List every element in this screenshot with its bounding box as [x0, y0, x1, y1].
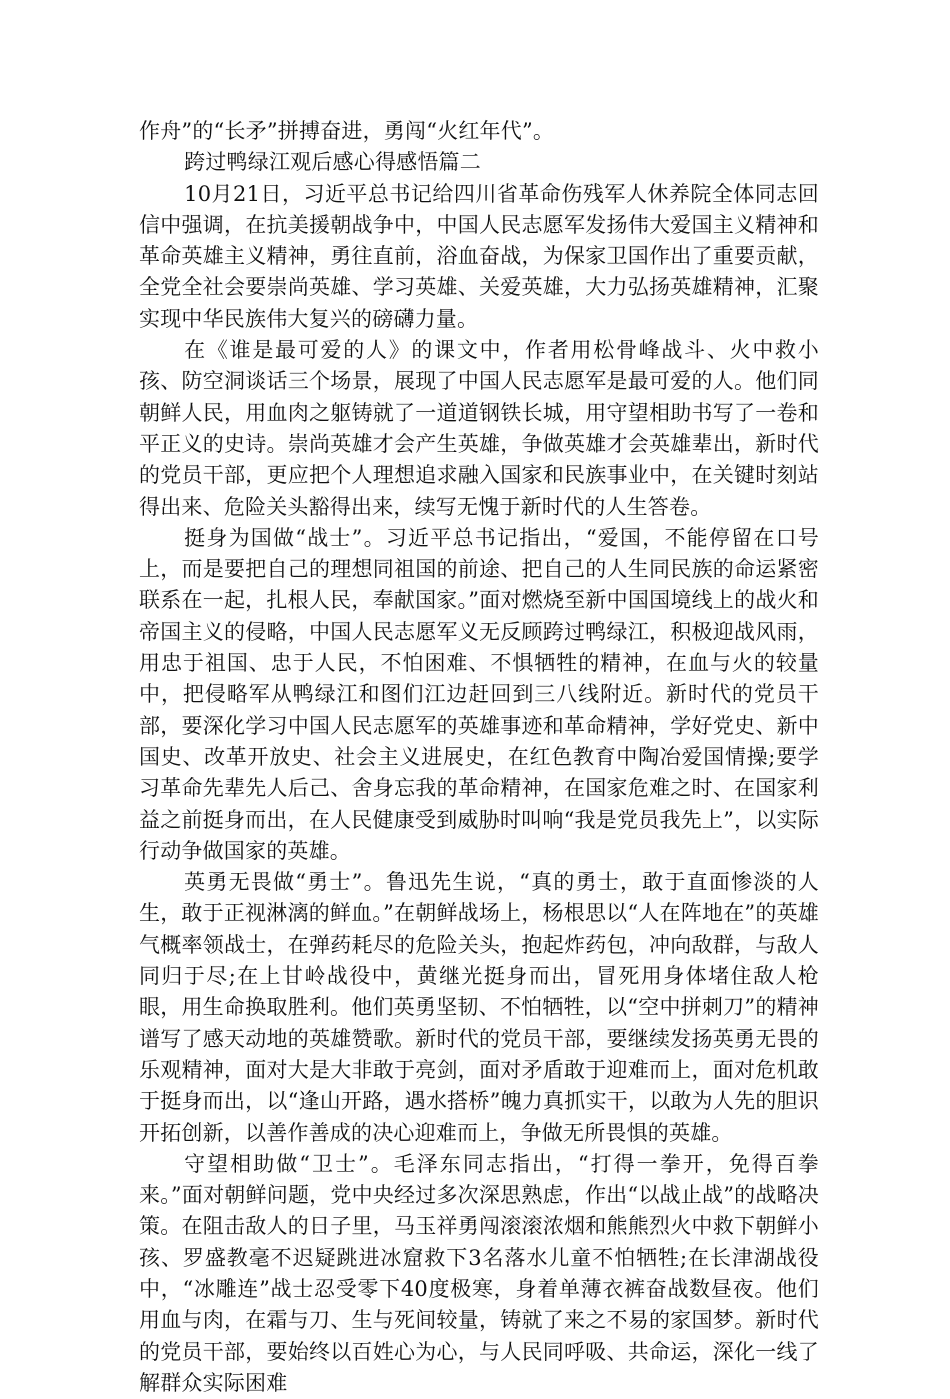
document-body: [139, 116, 819, 1399]
paragraph: 挺身为国做“战士”。习近平总书记指出，“爱国，不能停留在口号上，而是要把自己的理想同祖国的前途、把自己的人生同民族的命运紧密联系在一起，扎根人民，奉献国家。”面对燃烧至新中国国境线上的战火和帝国主义的侵略，中国人民志愿军义无反顾跨过鸭绿江，积极迎战风雨，用忠于祖国、忠于人民，不怕困难、不惧牺牲的精神，在血与火的较量中，把侵略军从鸭绿江和图们江边赶回到三八线附近。新时代的党员干部，要深化学习中国人民志愿军的英雄事迹和革命精神，学好党史、新中国史、改革开放史、社会主义进展史，在红色教育中陶冶爱国情操;要学习革命先辈先人后己、舍身忘我的革命精神，在国家危难之时、在国家利益之前挺身而出，在人民健康受到威胁时叫响“我是党员我先上”，以实际行动争做国家的英雄。: [139, 525, 819, 863]
paragraph-continuation: 作舟”的“长矛”拼搏奋进，勇闯“火红年代”。: [139, 119, 555, 143]
paragraph: 英勇无畏做“勇士”。鲁迅先生说，“真的勇士，敢于直面惨淡的人生，敢于正视淋漓的鲜血。”在朝鲜战场上，杨根思以“人在阵地在”的英雄气概率领战士，在弹药耗尽的危险关头，抱起炸药包，冲向敌群，与敌人同归于尽;在上甘岭战役中，黄继光挺身而出，冒死用身体堵住敌人枪眼，用生命换取胜利。他们英勇坚韧、不怕牺牲，以“空中拼刺刀”的精神谱写了感天动地的英雄赞歌。新时代的党员干部，要继续发扬英勇无畏的乐观精神，面对大是大非敢于亮剑，面对矛盾敢于迎难而上，面对危机敢于挺身而出，以“逢山开路，遇水搭桥”魄力真抓实干，以敢为人先的胆识开拓创新，以善作善成的决心迎难而上，争做无所畏惧的英雄。: [139, 870, 819, 1145]
section-heading: 跨过鸭绿江观后感心得感悟篇二: [184, 150, 481, 175]
paragraph: 在《谁是最可爱的人》的课文中，作者用松骨峰战斗、火中救小孩、防空洞谈话三个场景，展现了中国人民志愿军是最可爱的人。他们同朝鲜人民，用血肉之躯铸就了一道道钢铁长城，用守望相助书写了一卷和平正义的史诗。崇尚英雄才会产生英雄，争做英雄才会英雄辈出，新时代的党员干部，更应把个人理想追求融入国家和民族事业中，在关键时刻站得出来、危险关头豁得出来，续写无愧于新时代的人生答卷。: [139, 338, 819, 519]
paragraph: 10月21日，习近平总书记给四川省革命伤残军人休养院全体同志回信中强调，在抗美援朝战争中，中国人民志愿军发扬伟大爱国主义精神和革命英雄主义精神，勇往直前，浴血奋战，为保家卫国作出了重要贡献，全党全社会要崇尚英雄、学习英雄、关爱英雄，大力弘扬英雄精神，汇聚实现中华民族伟大复兴的磅礴力量。: [139, 181, 819, 331]
paragraph: 守望相助做“卫士”。毛泽东同志指出，“打得一拳开，免得百拳来。”面对朝鲜问题，党中央经过多次深思熟虑，作出“以战止战”的战略决策。在阻击敌人的日子里，马玉祥勇闯滚滚浓烟和熊熊烈火中救下朝鲜小孩、罗盛教毫不迟疑跳进冰窟救下3名落水儿童不怕牺牲;在长津湖战役中，“冰雕连”战士忍受零下40度极寒，身着单薄衣裤奋战数昼夜。他们用血与肉，在霜与刀、生与死间较量，铸就了来之不易的家国梦。新时代的党员干部，要始终以百姓心为心，与人民同呼吸、共命运，深化一线了解群众实际困难: [139, 1151, 819, 1395]
